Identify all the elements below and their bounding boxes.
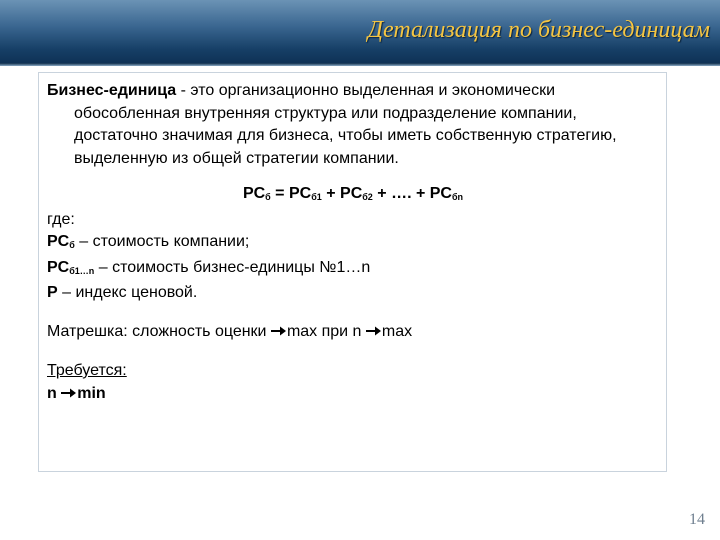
slide-content: [47, 80, 659, 406]
formula-plus-1: +: [321, 185, 341, 202]
definition-term: Бизнес-единица: [47, 82, 177, 99]
formula: [47, 183, 659, 209]
required-label: Требуется:: [47, 362, 127, 379]
where-line-3: [47, 282, 659, 305]
formula-term-2: PC: [340, 185, 363, 202]
where-line-2: [47, 257, 659, 283]
where-label: где:: [47, 210, 75, 228]
where-line-2-sub: б1…n: [69, 265, 95, 276]
definition-paragraph: [47, 80, 659, 170]
page-number: 14: [689, 511, 705, 528]
formula-plus-2: + …. +: [372, 185, 430, 202]
matryoshka-text-1: Матрешка: сложность оценки: [47, 322, 271, 340]
where-line-1-text: – стоимость компании;: [74, 233, 250, 250]
matryoshka-text-2: max при n: [286, 322, 366, 340]
formula-term-3: PC: [429, 185, 452, 202]
where-line-2-symbol: PC: [47, 258, 70, 276]
where-line-1: [47, 231, 659, 257]
right-arrow-icon: [366, 322, 382, 345]
formula-lhs: PC: [242, 185, 266, 202]
formula-term-1: PC: [288, 185, 312, 202]
where-line-3-symbol: P: [47, 284, 58, 301]
right-arrow-icon: [271, 322, 287, 345]
where-line-3-text: – индекс ценовой.: [57, 284, 198, 301]
header-bar: [0, 0, 720, 66]
spacer: [47, 344, 659, 360]
where-line-1-sub: б: [69, 240, 75, 250]
formula-eq: =: [270, 185, 289, 202]
matryoshka-line: [47, 321, 659, 345]
required-line: [47, 383, 659, 407]
matryoshka-text-3: max: [381, 322, 413, 340]
formula-lhs-sub: б: [265, 192, 271, 202]
where-line-2-text: – стоимость бизнес-единицы №1…n: [94, 258, 371, 276]
formula-term-2-sub: б2: [362, 192, 373, 202]
spacer: [47, 305, 659, 321]
slide-title: Детализация по бизнес-единицам: [367, 17, 710, 43]
formula-term-1-sub: б1: [311, 192, 322, 202]
where-line-1-symbol: PC: [47, 233, 70, 250]
required-min: min: [77, 384, 106, 402]
formula-term-3-sub: бn: [451, 192, 464, 202]
definition-text: - это организационно выделенная и экономически обособленная внутренняя структура или подразделение компании, достаточно значимая для бизнеса, чтобы иметь собственную стратегию, выделенную из общей стратегии компании.: [74, 82, 617, 167]
right-arrow-icon: [61, 384, 77, 407]
required-n: n: [47, 384, 62, 402]
